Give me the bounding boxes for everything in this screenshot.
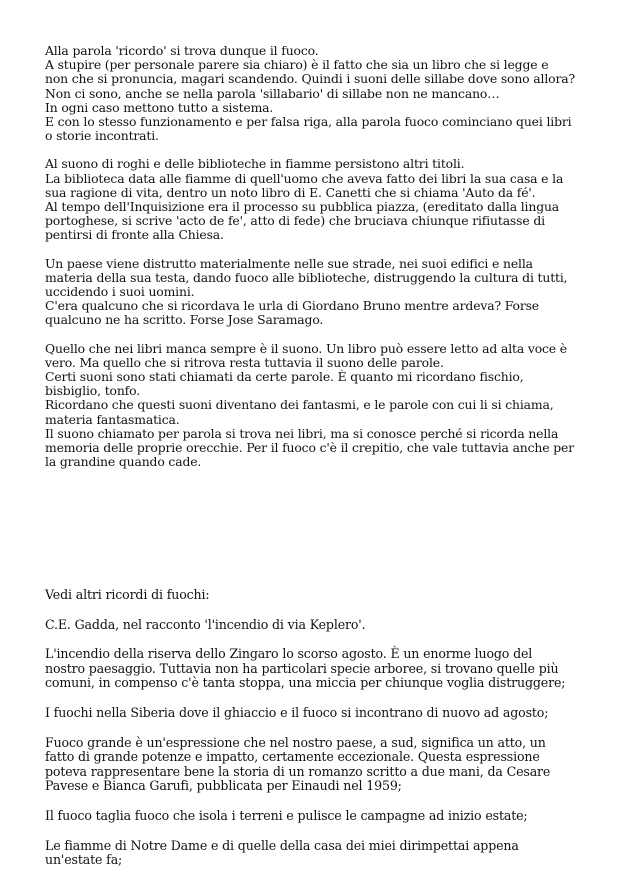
bottom-text-block bbox=[45, 588, 575, 883]
paragraph-suono: Quello che nei libri manca sempre è il suono. Un libro può essere letto ad alta voce è vero. Ma quello che si ritrova resta tuttavia il suono delle parole. Certi suoni sono stati chiamati da certe parole. È quanto mi ricordano fischio, bisbiglio, tonfo. Ricordano che questi suoni diventano dei fantasmi, e le parole con cui li si chiama, materia fantasmatica. Il suono chiamato per parola si trova nei libri, ma si conosce perché si ricorda nella memoria delle proprie orecchie. Per il fuoco c'è il crepitio, che vale tuttavia anche per la grandine quando cade. bbox=[45, 340, 574, 470]
paragraph-siberia: I fuochi nella Siberia dove il ghiaccio e il fuoco si incontrano di nuovo ad agosto; bbox=[45, 704, 549, 720]
paragraph-vedi: Vedi altri ricordi di fuochi: bbox=[45, 587, 210, 602]
paragraph-taglia-fuoco: Il fuoco taglia fuoco che isola i terreni e pulisce le campagne ad inizio estate; bbox=[45, 807, 528, 823]
paragraph-zingaro: L'incendio della riserva dello Zingaro lo scorso agosto. È un enorme luogo del nostro paesaggio. Tuttavia non ha particolari specie arboree, si trovano quelle più comuni, in compenso c'è tanta stoppa, una miccia per chiunque voglia distruggere; bbox=[45, 646, 566, 691]
top-text-block bbox=[45, 44, 575, 469]
paragraph-roghi: Al suono di roghi e delle biblioteche in fiamme persistono altri titoli. La biblioteca data alle fiamme di quell'uomo che aveva fatto dei libri la sua casa e la sua ragione di vita, dentro un noto libro di E. Canetti che si chiama 'Auto da fé'. Al tempo dell'Inquisizione era il processo su pubblica piazza, (ereditato dalla lingua portoghese, si scrive 'acto de fe', atto di fede) che bruciava chiunque rifiutasse di pentirsi di fronte alla Chiesa. bbox=[45, 156, 564, 243]
paragraph-paese: Un paese viene distrutto materialmente nelle sue strade, nei suoi edifici e nella materia della sua testa, dando fuoco alle biblioteche, distruggendo la cultura di tutti, uccidendo i suoi uomini. C'era qualcuno che si ricordava le urla di Giordano Bruno mentre ardeva? Forse qualcuno ne ha scritto. Forse Jose Saramago. bbox=[45, 255, 568, 328]
paragraph-notre-dame: Le fiamme di Notre Dame e di quelle della casa dei miei dirimpettai appena un'estate fa; bbox=[45, 837, 519, 868]
paragraph-fuoco-grande: Fuoco grande è un'espressione che nel nostro paese, a sud, significa un atto, un fatto di grande potenze e impatto, certamente eccezionale. Questa espressione poteva rappresentare bene la storia di un romanzo scritto a due mani, da Cesare Pavese e Bianca Garufi, pubblicata per Einaudi nel 1959; bbox=[45, 734, 551, 794]
paragraph-ricordo: Alla parola 'ricordo' si trova dunque il fuoco. A stupire (per personale parere sia chiaro) è il fatto che sia un libro che si legge e non che si pronuncia, magari scandendo. Quindi i suoni delle sillabe dove sono allora? Non ci sono, anche se nella parola 'sillabario' di sillabe non ne mancano… In ogni caso mettono tutto a sistema. E con lo stesso funzionamento e per falsa riga, alla parola fuoco cominciano quei libri o storie incontrati. bbox=[45, 43, 575, 144]
paragraph-gadda: C.E. Gadda, nel racconto 'l'incendio di via Keplero'. bbox=[45, 616, 366, 632]
